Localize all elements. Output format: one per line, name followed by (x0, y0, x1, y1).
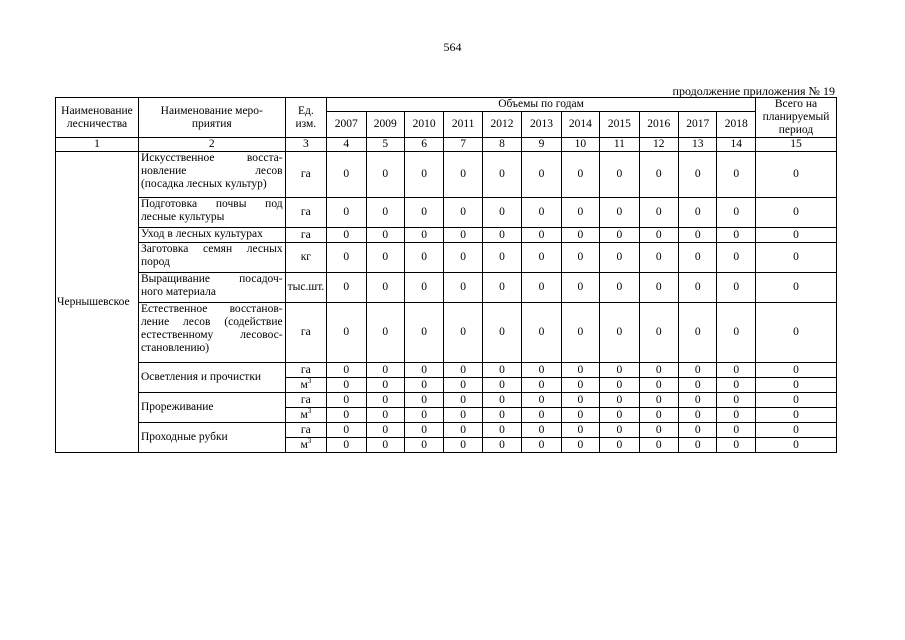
value-cell: 0 (679, 152, 717, 198)
value-cell: 0 (366, 438, 404, 453)
value-cell: 0 (522, 408, 561, 423)
total-cell: 0 (755, 393, 836, 408)
value-cell: 0 (717, 408, 756, 423)
value-cell: 0 (482, 228, 521, 243)
value-cell: 0 (404, 243, 443, 273)
column-number-1: 1 (56, 138, 139, 152)
total-cell: 0 (755, 438, 836, 453)
column-number-7: 7 (444, 138, 482, 152)
forestry-volumes-table (55, 97, 837, 453)
value-cell: 0 (366, 393, 404, 408)
value-cell: 0 (679, 408, 717, 423)
unit-cell (285, 198, 326, 228)
value-cell: 0 (404, 198, 443, 228)
header-unit-line2: изм. (295, 117, 317, 130)
table-row (56, 393, 837, 408)
header-year-2009: 2009 (366, 112, 404, 138)
unit-superscript: 3 (307, 376, 312, 385)
unit-text: га (300, 423, 311, 436)
header-year-2015: 2015 (600, 112, 639, 138)
value-cell: 0 (482, 438, 521, 453)
value-cell: 0 (444, 363, 482, 378)
table-row (56, 243, 837, 273)
unit-text: га (300, 228, 311, 241)
activity-line: естественному лесовос- (140, 329, 283, 341)
value-cell: 0 (522, 438, 561, 453)
value-cell: 0 (600, 243, 639, 273)
value-cell: 0 (522, 363, 561, 378)
value-cell: 0 (717, 438, 756, 453)
header-year-2007: 2007 (327, 112, 366, 138)
value-cell: 0 (600, 198, 639, 228)
value-cell: 0 (561, 243, 599, 273)
forestry-name: Чернышевское (56, 152, 139, 453)
value-cell: 0 (561, 152, 599, 198)
value-cell: 0 (561, 228, 599, 243)
value-cell: 0 (404, 303, 443, 363)
value-cell: 0 (444, 303, 482, 363)
activity-name (138, 273, 285, 303)
header-year-2010: 2010 (404, 112, 443, 138)
activity-name: Проходные рубки (138, 423, 285, 453)
value-cell: 0 (327, 423, 366, 438)
value-cell: 0 (327, 393, 366, 408)
column-number-3: 3 (285, 138, 326, 152)
value-cell: 0 (522, 228, 561, 243)
value-cell: 0 (600, 273, 639, 303)
unit-cell (285, 423, 326, 438)
value-cell: 0 (444, 438, 482, 453)
activity-line: ного материала (140, 286, 216, 298)
value-cell: 0 (639, 273, 678, 303)
total-cell: 0 (755, 273, 836, 303)
header-year-2013: 2013 (522, 112, 561, 138)
header-unit (285, 98, 326, 138)
activity-line: (посадка лесных культур) (140, 178, 267, 190)
value-cell: 0 (679, 243, 717, 273)
value-cell: 0 (639, 393, 678, 408)
value-cell: 0 (561, 423, 599, 438)
value-cell: 0 (444, 228, 482, 243)
value-cell: 0 (561, 393, 599, 408)
value-cell: 0 (482, 378, 521, 393)
value-cell: 0 (522, 303, 561, 363)
value-cell: 0 (717, 363, 756, 378)
value-cell: 0 (679, 393, 717, 408)
value-cell: 0 (717, 243, 756, 273)
header-year-2012: 2012 (482, 112, 521, 138)
value-cell: 0 (327, 152, 366, 198)
value-cell: 0 (522, 423, 561, 438)
total-cell: 0 (755, 408, 836, 423)
value-cell: 0 (522, 152, 561, 198)
value-cell: 0 (444, 273, 482, 303)
table-row (56, 423, 837, 438)
value-cell: 0 (717, 228, 756, 243)
value-cell: 0 (600, 363, 639, 378)
value-cell: 0 (600, 152, 639, 198)
value-cell: 0 (404, 438, 443, 453)
column-number-12: 12 (639, 138, 678, 152)
value-cell: 0 (482, 423, 521, 438)
total-cell: 0 (755, 243, 836, 273)
value-cell: 0 (404, 393, 443, 408)
unit-cell (285, 228, 326, 243)
activity-name: Осветления и прочистки (138, 363, 285, 393)
header-year-2014: 2014 (561, 112, 599, 138)
table-row (56, 152, 837, 198)
value-cell: 0 (482, 408, 521, 423)
value-cell: 0 (404, 378, 443, 393)
continuation-label: продолжение приложения № 19 (672, 84, 835, 98)
value-cell: 0 (482, 243, 521, 273)
value-cell: 0 (639, 228, 678, 243)
header-total-line3: период (778, 124, 814, 136)
unit-cell (285, 408, 326, 423)
value-cell: 0 (522, 393, 561, 408)
value-cell: 0 (561, 273, 599, 303)
value-cell: 0 (717, 152, 756, 198)
activity-line: ление лесов (содействие (140, 316, 283, 328)
activity-name (138, 303, 285, 363)
total-cell: 0 (755, 378, 836, 393)
value-cell: 0 (327, 228, 366, 243)
activity-line: Выращивание посадоч- (140, 273, 283, 285)
header-total-line1: Всего на (774, 98, 818, 110)
value-cell: 0 (561, 303, 599, 363)
unit-text: га (300, 206, 311, 218)
value-cell: 0 (522, 273, 561, 303)
unit-text: тыс.шт. (287, 281, 325, 293)
activity-name (138, 152, 285, 198)
column-number-5: 5 (366, 138, 404, 152)
activity-line: Заготовка семян лесных (140, 243, 283, 255)
value-cell: 0 (600, 378, 639, 393)
unit-text: га (300, 363, 311, 376)
unit-cell (285, 363, 326, 378)
activity-line: новление лесов (140, 165, 283, 177)
value-cell: 0 (327, 198, 366, 228)
table-row (56, 273, 837, 303)
value-cell: 0 (600, 393, 639, 408)
value-cell: 0 (639, 243, 678, 273)
unit-text: м (300, 438, 308, 451)
unit-cell (285, 303, 326, 363)
value-cell: 0 (444, 378, 482, 393)
value-cell: 0 (327, 273, 366, 303)
header-activity (138, 98, 285, 138)
header-year-2017: 2017 (679, 112, 717, 138)
header-volumes: Объемы по годам (327, 98, 756, 112)
value-cell: 0 (366, 378, 404, 393)
value-cell: 0 (717, 423, 756, 438)
activity-line: Подготовка почвы под (140, 198, 283, 210)
column-number-9: 9 (522, 138, 561, 152)
value-cell: 0 (366, 303, 404, 363)
value-cell: 0 (600, 423, 639, 438)
table-row (56, 228, 837, 243)
unit-cell (285, 393, 326, 408)
value-cell: 0 (679, 363, 717, 378)
unit-text: га (300, 393, 311, 406)
value-cell: 0 (639, 363, 678, 378)
total-cell: 0 (755, 152, 836, 198)
header-unit-line1: Ед. (297, 104, 314, 117)
value-cell: 0 (404, 363, 443, 378)
unit-cell (285, 273, 326, 303)
value-cell: 0 (366, 363, 404, 378)
value-cell: 0 (561, 363, 599, 378)
value-cell: 0 (404, 273, 443, 303)
activity-line: Искусственное восста- (140, 152, 283, 164)
header-year-2018: 2018 (717, 112, 756, 138)
activity-name (138, 198, 285, 228)
value-cell: 0 (366, 152, 404, 198)
value-cell: 0 (679, 378, 717, 393)
value-cell: 0 (366, 423, 404, 438)
column-number-10: 10 (561, 138, 599, 152)
value-cell: 0 (639, 438, 678, 453)
activity-line: лесные культуры (140, 211, 225, 223)
value-cell: 0 (366, 198, 404, 228)
value-cell: 0 (404, 152, 443, 198)
value-cell: 0 (679, 228, 717, 243)
activity-line: становлению) (140, 342, 210, 354)
column-number-11: 11 (600, 138, 639, 152)
header-year-2011: 2011 (444, 112, 482, 138)
value-cell: 0 (444, 198, 482, 228)
value-cell: 0 (679, 198, 717, 228)
unit-text: кг (300, 251, 311, 263)
total-cell: 0 (755, 303, 836, 363)
unit-text: м (300, 378, 308, 391)
value-cell: 0 (482, 393, 521, 408)
value-cell: 0 (639, 152, 678, 198)
header-forestry (56, 98, 139, 138)
value-cell: 0 (600, 408, 639, 423)
total-cell: 0 (755, 423, 836, 438)
value-cell: 0 (482, 273, 521, 303)
unit-cell (285, 152, 326, 198)
header-forestry-text: Наименование лесничества (61, 104, 133, 130)
value-cell: 0 (561, 198, 599, 228)
value-cell: 0 (327, 408, 366, 423)
unit-text: м (300, 408, 308, 421)
page-number: 564 (443, 40, 462, 54)
value-cell: 0 (482, 152, 521, 198)
value-cell: 0 (366, 243, 404, 273)
value-cell: 0 (717, 378, 756, 393)
header-row-1 (56, 98, 837, 112)
value-cell: 0 (482, 303, 521, 363)
table-row (56, 363, 837, 378)
value-cell: 0 (717, 303, 756, 363)
value-cell: 0 (679, 423, 717, 438)
activity-line: пород (140, 256, 170, 268)
value-cell: 0 (444, 152, 482, 198)
value-cell: 0 (717, 393, 756, 408)
column-number-13: 13 (679, 138, 717, 152)
value-cell: 0 (327, 378, 366, 393)
value-cell: 0 (482, 363, 521, 378)
unit-text: га (300, 326, 311, 338)
total-cell: 0 (755, 228, 836, 243)
header-total-line2: планируемый (762, 111, 830, 123)
activity-name: Прореживание (138, 393, 285, 423)
column-number-2: 2 (138, 138, 285, 152)
value-cell: 0 (679, 303, 717, 363)
value-cell: 0 (561, 438, 599, 453)
value-cell: 0 (327, 363, 366, 378)
column-number-4: 4 (327, 138, 366, 152)
table-row (56, 198, 837, 228)
table-row (56, 303, 837, 363)
value-cell: 0 (522, 378, 561, 393)
value-cell: 0 (639, 408, 678, 423)
value-cell: 0 (717, 198, 756, 228)
unit-superscript: 3 (307, 406, 312, 415)
activity-name: Уход в лесных культурах (138, 228, 285, 243)
header-activity-line1: Наименование меро- (160, 104, 263, 117)
header-activity-line2: приятия (191, 117, 232, 130)
value-cell: 0 (717, 273, 756, 303)
column-number-14: 14 (717, 138, 756, 152)
unit-superscript: 3 (307, 436, 312, 445)
value-cell: 0 (404, 228, 443, 243)
value-cell: 0 (327, 243, 366, 273)
column-number-15: 15 (755, 138, 836, 152)
header-total (755, 98, 836, 138)
value-cell: 0 (327, 438, 366, 453)
unit-text: га (300, 168, 311, 180)
value-cell: 0 (600, 303, 639, 363)
value-cell: 0 (679, 438, 717, 453)
value-cell: 0 (366, 273, 404, 303)
activity-name (138, 243, 285, 273)
value-cell: 0 (561, 408, 599, 423)
column-number-8: 8 (482, 138, 521, 152)
value-cell: 0 (679, 273, 717, 303)
value-cell: 0 (404, 408, 443, 423)
value-cell: 0 (444, 243, 482, 273)
value-cell: 0 (327, 303, 366, 363)
value-cell: 0 (639, 423, 678, 438)
value-cell: 0 (522, 198, 561, 228)
value-cell: 0 (366, 408, 404, 423)
value-cell: 0 (600, 438, 639, 453)
value-cell: 0 (522, 243, 561, 273)
value-cell: 0 (561, 378, 599, 393)
value-cell: 0 (366, 228, 404, 243)
value-cell: 0 (444, 408, 482, 423)
activity-line: Естественное восстанов- (140, 303, 283, 315)
unit-cell (285, 378, 326, 393)
value-cell: 0 (639, 198, 678, 228)
value-cell: 0 (482, 198, 521, 228)
unit-cell (285, 438, 326, 453)
value-cell: 0 (639, 378, 678, 393)
value-cell: 0 (444, 393, 482, 408)
value-cell: 0 (600, 228, 639, 243)
total-cell: 0 (755, 198, 836, 228)
unit-cell (285, 243, 326, 273)
value-cell: 0 (639, 303, 678, 363)
column-number-6: 6 (404, 138, 443, 152)
value-cell: 0 (444, 423, 482, 438)
header-year-2016: 2016 (639, 112, 678, 138)
total-cell: 0 (755, 363, 836, 378)
header-number-row (56, 138, 837, 152)
value-cell: 0 (404, 423, 443, 438)
